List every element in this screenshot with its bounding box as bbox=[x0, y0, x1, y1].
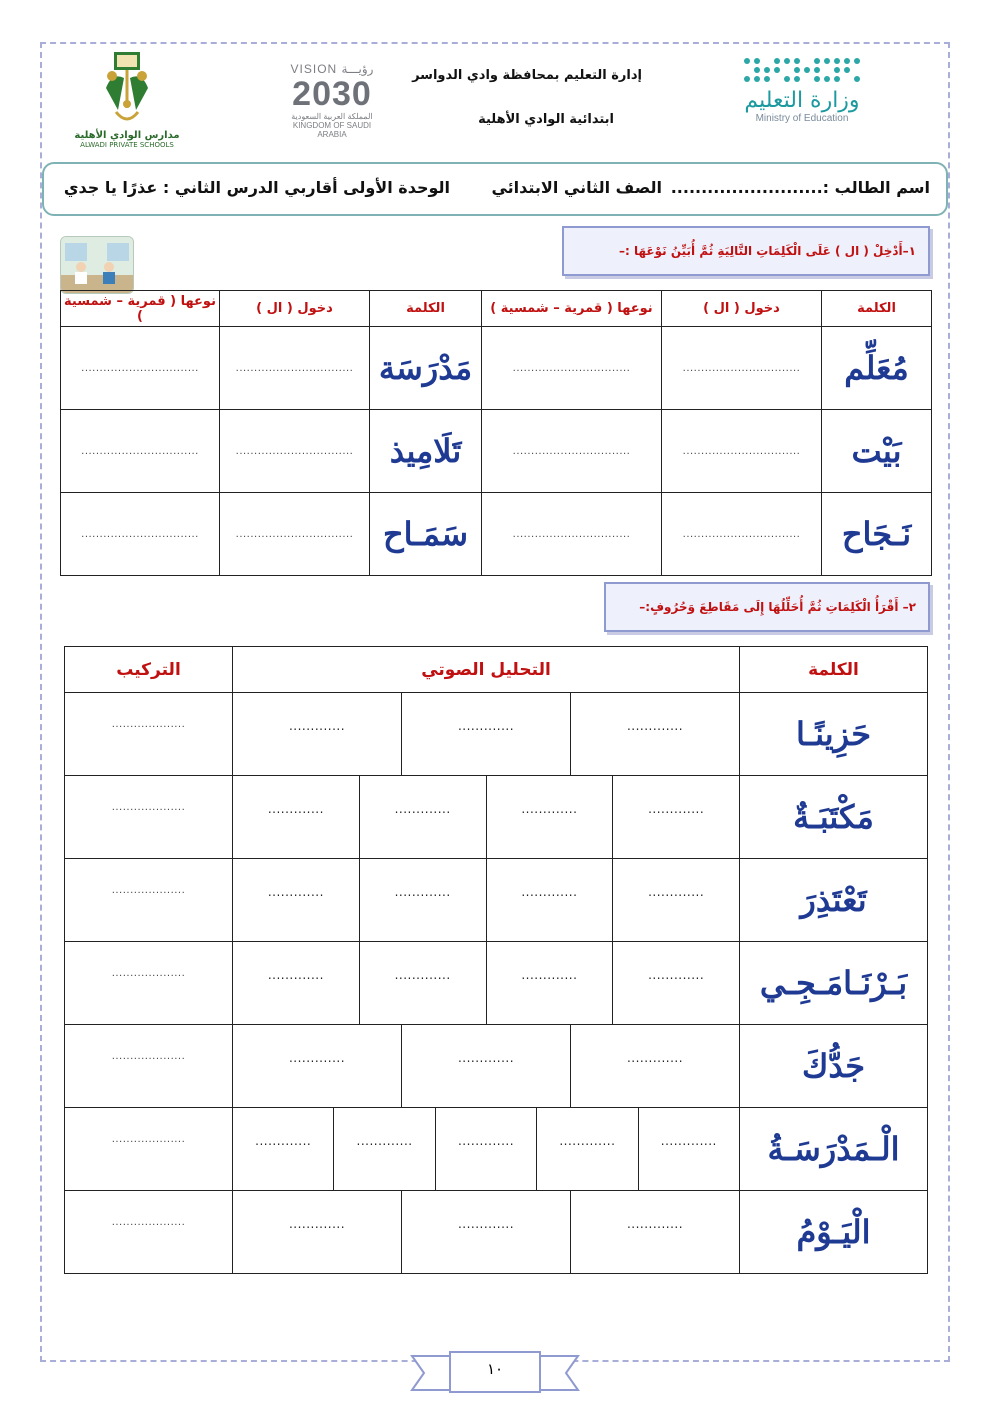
info-bar bbox=[42, 162, 948, 216]
syllable-blank[interactable]: ............. bbox=[401, 1025, 570, 1107]
syllable-blank[interactable]: ............. bbox=[401, 1191, 570, 1273]
dot bbox=[814, 76, 820, 82]
syllable-blank[interactable]: ............. bbox=[255, 1134, 312, 1148]
syllable-blank[interactable]: ............. bbox=[612, 942, 739, 1024]
dot bbox=[854, 76, 860, 82]
syllable-blank[interactable]: ............. bbox=[359, 859, 486, 941]
header-type: نوعها ( قمرية – شمسية ) bbox=[61, 291, 220, 327]
table-row bbox=[65, 1191, 928, 1274]
ministry-name-en: Ministry of Education bbox=[755, 113, 849, 124]
phonetic-analysis-cell bbox=[233, 693, 740, 776]
composition-blank[interactable]: .................... bbox=[65, 1108, 233, 1191]
page-number-ribbon bbox=[410, 1350, 580, 1396]
syllable-blank[interactable]: ............. bbox=[288, 719, 346, 733]
syllable-blank[interactable]: ............. bbox=[638, 1108, 739, 1190]
word-cell: جَدُّكَ bbox=[740, 1025, 928, 1108]
dot bbox=[784, 58, 790, 64]
phonetic-analysis-cell bbox=[233, 859, 740, 942]
dot bbox=[774, 67, 780, 73]
dot bbox=[824, 76, 830, 82]
syllable-blank[interactable]: ............. bbox=[612, 776, 739, 858]
exercise2-table bbox=[64, 646, 928, 1274]
dot bbox=[804, 67, 810, 73]
type-blank[interactable]: ................................ bbox=[61, 327, 220, 410]
page-number: ١٠ bbox=[486, 1360, 504, 1378]
dot bbox=[834, 76, 840, 82]
table-row bbox=[61, 493, 932, 576]
type-blank[interactable]: ................................ bbox=[482, 493, 662, 576]
word-cell: بَيْت bbox=[822, 410, 932, 493]
dot bbox=[794, 67, 800, 73]
syllable-blank[interactable]: ............. bbox=[570, 693, 739, 775]
syllable-blank[interactable]: ............. bbox=[267, 968, 324, 982]
school-name-ar: مدارس الوادي الأهلية bbox=[74, 130, 180, 141]
dot bbox=[804, 58, 810, 64]
dot bbox=[744, 67, 750, 73]
dot bbox=[854, 67, 860, 73]
syllable-blank[interactable]: ............. bbox=[267, 885, 324, 899]
school-line: ابتدائية الوادي الأهلية bbox=[478, 112, 614, 127]
syllable-blank[interactable]: ............. bbox=[612, 859, 739, 941]
student-name-field[interactable]: اسم الطالب :......................... bbox=[670, 178, 930, 197]
vision-country-en: KINGDOM OF SAUDI ARABIA bbox=[292, 121, 372, 139]
al-entry-blank[interactable]: ................................ bbox=[220, 327, 370, 410]
syllable-blank[interactable]: ............. bbox=[333, 1108, 434, 1190]
dot bbox=[764, 58, 770, 64]
header-type: نوعها ( قمرية – شمسية ) bbox=[482, 291, 662, 327]
dot bbox=[794, 76, 800, 82]
ministry-name-ar: وزارة التعليم bbox=[744, 88, 860, 113]
word-cell: تَعْتَذِرَ bbox=[740, 859, 928, 942]
grade-label: الصف الثاني الابتدائي bbox=[491, 178, 662, 197]
table-row bbox=[65, 776, 928, 859]
word-cell: مَكْتَبَـةٌ bbox=[740, 776, 928, 859]
dot bbox=[754, 76, 760, 82]
dot bbox=[854, 58, 860, 64]
dot bbox=[824, 58, 830, 64]
school-emblem-icon bbox=[92, 48, 162, 130]
phonetic-analysis-cell bbox=[233, 1025, 740, 1108]
al-entry-blank[interactable]: ................................ bbox=[662, 410, 822, 493]
word-cell: نَـجَاح bbox=[822, 493, 932, 576]
phonetic-analysis-cell bbox=[233, 1108, 740, 1191]
vision-2030-logo bbox=[282, 62, 382, 148]
table-row bbox=[65, 693, 928, 776]
al-entry-blank[interactable]: ................................ bbox=[220, 410, 370, 493]
type-blank[interactable]: ................................ bbox=[482, 410, 662, 493]
table-row bbox=[65, 1108, 928, 1191]
type-blank[interactable]: ................................ bbox=[61, 410, 220, 493]
phonetic-analysis-cell bbox=[233, 1191, 740, 1274]
syllable-blank[interactable]: ............. bbox=[486, 859, 613, 941]
word-cell: الْيَـوْمُ bbox=[740, 1191, 928, 1274]
syllable-blank[interactable]: ............. bbox=[486, 942, 613, 1024]
dot bbox=[764, 67, 770, 73]
dot bbox=[834, 67, 840, 73]
word-cell: حَزِينًـا bbox=[740, 693, 928, 776]
word-cell: تَلَامِيذ bbox=[370, 410, 482, 493]
header-al-entry: دخول ( ال ) bbox=[662, 291, 822, 327]
syllable-blank[interactable]: ............. bbox=[486, 776, 613, 858]
dot bbox=[774, 58, 780, 64]
school-name-en: ALWADI PRIVATE SCHOOLS bbox=[80, 141, 174, 149]
syllable-blank[interactable]: ............. bbox=[288, 1051, 346, 1065]
syllable-blank[interactable]: ............. bbox=[435, 1108, 536, 1190]
syllable-blank[interactable]: ............. bbox=[570, 1191, 739, 1273]
type-blank[interactable]: ................................ bbox=[61, 493, 220, 576]
dot bbox=[744, 58, 750, 64]
al-entry-blank[interactable]: ................................ bbox=[220, 493, 370, 576]
dot bbox=[784, 76, 790, 82]
dot bbox=[844, 76, 850, 82]
classroom-picture bbox=[60, 236, 134, 294]
composition-blank[interactable]: .................... bbox=[65, 1191, 233, 1274]
dot bbox=[804, 76, 810, 82]
dot bbox=[844, 58, 850, 64]
syllable-blank[interactable]: ............. bbox=[359, 942, 486, 1024]
exercise2-instruction: ٢– أَقْرَأُ الْكَلِمَاتِ ثُمَّ أُحَلِّلُهَا إِلَى مَقَاطِعَ وَحُرُوفٍ:– bbox=[604, 582, 930, 632]
ministry-dots-icon bbox=[722, 58, 882, 82]
dot bbox=[754, 67, 760, 73]
vision-label: VISION رؤيـــة bbox=[290, 62, 374, 76]
composition-blank[interactable]: .................... bbox=[65, 942, 233, 1025]
dot bbox=[794, 58, 800, 64]
lesson-label: الوحدة الأولى أقاربي الدرس الثاني : عذرًا يا جدي bbox=[63, 178, 450, 197]
header-composition: التركيب bbox=[65, 647, 233, 693]
ministry-logo bbox=[722, 58, 882, 138]
dot bbox=[814, 58, 820, 64]
exercise1-table bbox=[60, 290, 932, 576]
syllable-blank[interactable]: ............. bbox=[536, 1108, 637, 1190]
table-row bbox=[65, 942, 928, 1025]
word-cell: مَدْرَسَة bbox=[370, 327, 482, 410]
header-word: الكلمة bbox=[740, 647, 928, 693]
word-cell: سَمَـاح bbox=[370, 493, 482, 576]
composition-blank[interactable]: .................... bbox=[65, 693, 233, 776]
syllable-blank[interactable]: ............. bbox=[401, 693, 570, 775]
word-cell: مُعَلِّم bbox=[822, 327, 932, 410]
word-cell: الْـمَدْرَسَـةُ bbox=[740, 1108, 928, 1191]
header-phonetic-analysis: التحليل الصوتي bbox=[233, 647, 740, 693]
dot bbox=[814, 67, 820, 73]
dot bbox=[754, 58, 760, 64]
phonetic-analysis-cell bbox=[233, 776, 740, 859]
composition-blank[interactable]: .................... bbox=[65, 859, 233, 942]
dot bbox=[824, 67, 830, 73]
dot bbox=[764, 76, 770, 82]
word-cell: بَـرْنَـامَـجِـي bbox=[740, 942, 928, 1025]
vision-year: 2030 bbox=[292, 75, 372, 113]
al-entry-blank[interactable]: ................................ bbox=[662, 327, 822, 410]
dot bbox=[774, 76, 780, 82]
dot bbox=[744, 76, 750, 82]
exercise1-instruction: ١–أَدْخِلْ ( ال ) عَلَى الْكَلِمَاتِ التَّالِيَةِ ثُمَّ أُبَيِّنُ نَوْعَهَا :– bbox=[562, 226, 930, 276]
table-row bbox=[61, 410, 932, 493]
composition-blank[interactable]: .................... bbox=[65, 776, 233, 859]
admin-line: إدارة التعليم بمحافظة وادي الدواسر bbox=[412, 68, 642, 83]
al-entry-blank[interactable]: ................................ bbox=[662, 493, 822, 576]
table-row bbox=[65, 859, 928, 942]
table-row bbox=[65, 1025, 928, 1108]
syllable-blank[interactable]: ............. bbox=[570, 1025, 739, 1107]
vision-country-ar: المملكة العربية السعودية bbox=[291, 112, 373, 121]
table-row bbox=[61, 327, 932, 410]
header-word: الكلمة bbox=[822, 291, 932, 327]
phonetic-analysis-cell bbox=[233, 942, 740, 1025]
header-word: الكلمة bbox=[370, 291, 482, 327]
syllable-blank[interactable]: ............. bbox=[288, 1217, 346, 1231]
syllable-blank[interactable]: ............. bbox=[267, 802, 324, 816]
dot bbox=[784, 67, 790, 73]
school-logo bbox=[72, 48, 182, 158]
syllable-blank[interactable]: ............. bbox=[359, 776, 486, 858]
type-blank[interactable]: ................................ bbox=[482, 327, 662, 410]
dot bbox=[834, 58, 840, 64]
header-al-entry: دخول ( ال ) bbox=[220, 291, 370, 327]
composition-blank[interactable]: .................... bbox=[65, 1025, 233, 1108]
dot bbox=[844, 67, 850, 73]
